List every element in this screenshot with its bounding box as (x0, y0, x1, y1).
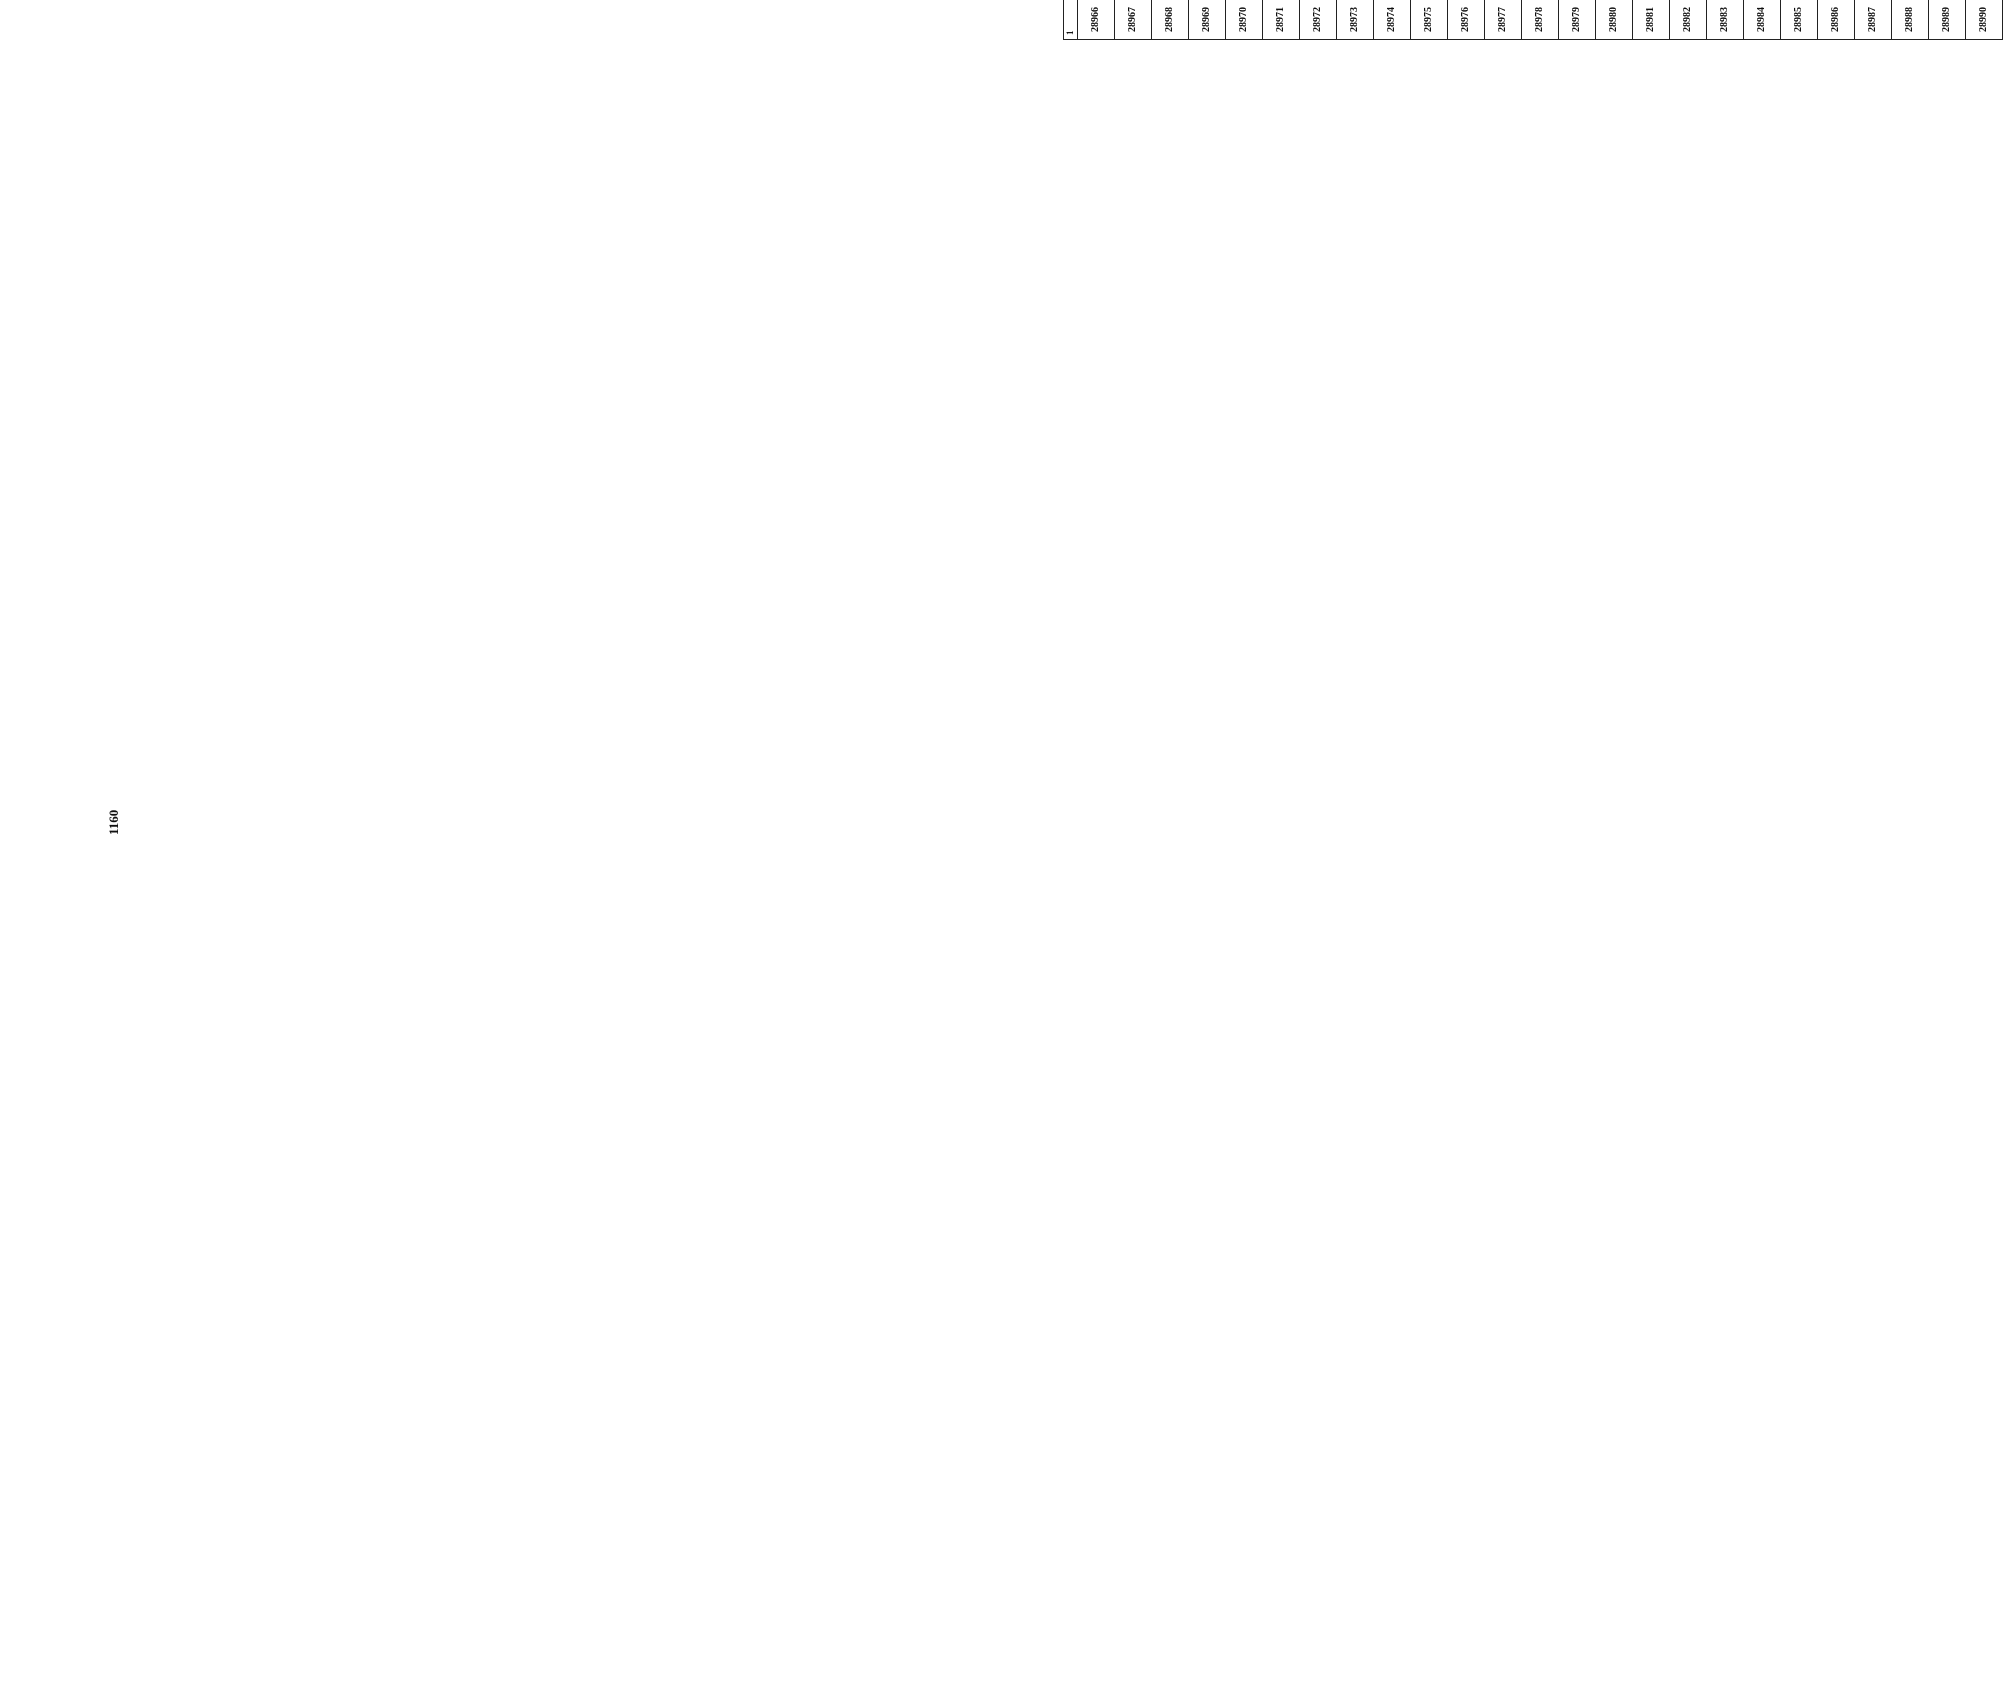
row-number: 28968 (1152, 0, 1189, 40)
table-row (1522, 0, 1559, 40)
gas-connection-table (1063, 0, 2003, 40)
table-row (1078, 0, 1115, 40)
table-row (1744, 0, 1781, 40)
table-row (1966, 0, 2003, 40)
table-row (1448, 0, 1485, 40)
row-number: 28978 (1522, 0, 1559, 40)
row-number: 28969 (1189, 0, 1226, 40)
table-row (1707, 0, 1744, 40)
row-number: 28986 (1818, 0, 1855, 40)
row-number: 28977 (1485, 0, 1522, 40)
row-number: 28982 (1670, 0, 1707, 40)
table-row (1115, 0, 1152, 40)
table-row (1596, 0, 1633, 40)
row-number: 28972 (1300, 0, 1337, 40)
table-row (1152, 0, 1189, 40)
table-row (1411, 0, 1448, 40)
row-number: 28990 (1966, 0, 2003, 40)
table-row (1485, 0, 1522, 40)
row-number: 28967 (1115, 0, 1152, 40)
table-row (1189, 0, 1226, 40)
row-number: 28988 (1892, 0, 1929, 40)
row-number: 28974 (1374, 0, 1411, 40)
table-row (1300, 0, 1337, 40)
table-row (1818, 0, 1855, 40)
table-header (1064, 0, 1078, 40)
row-number: 28970 (1226, 0, 1263, 40)
row-number: 28976 (1448, 0, 1485, 40)
table-row (1670, 0, 1707, 40)
table-row (1263, 0, 1300, 40)
row-number: 28985 (1781, 0, 1818, 40)
column-header-1: 1 (1064, 0, 1078, 40)
row-number: 28971 (1263, 0, 1300, 40)
row-number: 28975 (1411, 0, 1448, 40)
row-number: 28979 (1559, 0, 1596, 40)
row-number: 28983 (1707, 0, 1744, 40)
row-number: 28973 (1337, 0, 1374, 40)
header-row (1064, 0, 1078, 40)
table-row (1929, 0, 1966, 40)
row-number: 28981 (1633, 0, 1670, 40)
table-row (1559, 0, 1596, 40)
table-row (1855, 0, 1892, 40)
table-row (1374, 0, 1411, 40)
table-row (1226, 0, 1263, 40)
row-number: 28987 (1855, 0, 1892, 40)
rotated-table-container (1063, 0, 1990, 40)
row-number: 28966 (1078, 0, 1115, 40)
row-number: 28989 (1929, 0, 1966, 40)
row-number: 28984 (1744, 0, 1781, 40)
table-row (1781, 0, 1818, 40)
table-body (1078, 0, 2003, 40)
table-row (1892, 0, 1929, 40)
row-number: 28980 (1596, 0, 1633, 40)
table-row (1633, 0, 1670, 40)
table-row (1337, 0, 1374, 40)
page-number: 1160 (106, 809, 121, 835)
